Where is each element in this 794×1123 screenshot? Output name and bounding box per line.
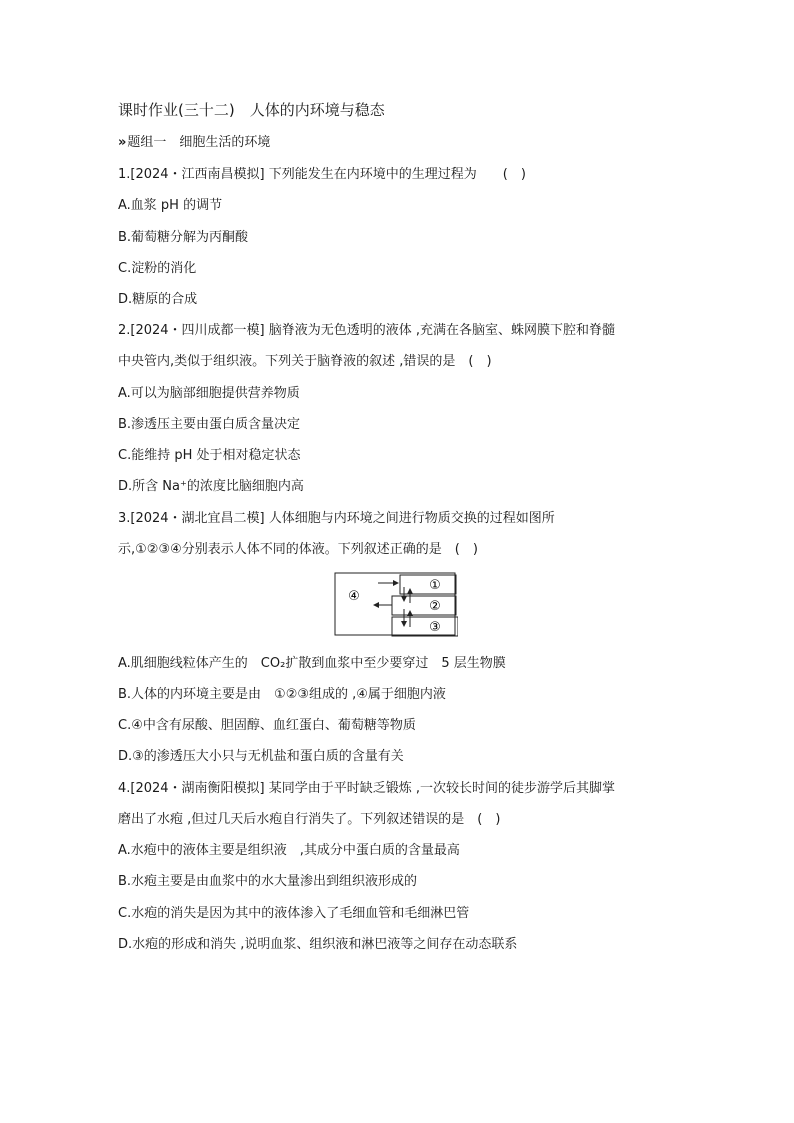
question-3-option-d: D.③的渗透压大小只与无机盐和蛋白质的含量有关 [118, 749, 404, 764]
compartment-1 [400, 575, 456, 594]
label-2: ② [429, 599, 441, 614]
question-1-stem: 1.[2024・江西南昌模拟] 下列能发生在内环境中的生理过程为 ( ) [118, 167, 526, 182]
question-1-option-a: A.血浆 pH 的调节 [118, 198, 223, 213]
group-marker-icon: » [118, 135, 124, 150]
compartment-2 [392, 596, 456, 615]
question-1-option-b: B.葡萄糖分解为丙酮酸 [118, 230, 249, 245]
compartment-3 [392, 617, 458, 636]
question-3-stem-line-1: 3.[2024・湖北宜昌二模] 人体细胞与内环境之间进行物质交换的过程如图所 [118, 511, 555, 526]
question-4-option-d: D.水疱的形成和消失 ,说明血浆、组织液和淋巴液等之间存在动态联系 [118, 937, 518, 952]
label-4: ④ [348, 589, 360, 604]
question-2-stem-line-2: 中央管内,类似于组织液。下列关于脑脊液的叙述 ,错误的是 ( ) [118, 354, 492, 369]
question-1-option-d: D.糖原的合成 [118, 292, 198, 307]
question-1-option-c: C.淀粉的消化 [118, 261, 197, 276]
question-3-option-a: A.肌细胞线粒体产生的 CO₂扩散到血浆中至少要穿过 5 层生物膜 [118, 656, 506, 671]
question-4-stem-line-1: 4.[2024・湖南衡阳模拟] 某同学由于平时缺乏锻炼 ,一次较长时间的徒步游学后其脚掌 [118, 781, 616, 796]
question-4-stem-line-2: 磨出了水疱 ,但过几天后水疱自行消失了。下列叙述错误的是 ( ) [118, 812, 501, 827]
page-title: 课时作业(三十二) 人体的内环境与稳态 [118, 101, 385, 119]
question-3-stem-line-2: 示,①②③④分别表示人体不同的体液。下列叙述正确的是 ( ) [118, 542, 478, 557]
question-3-option-c: C.④中含有尿酸、胆固醇、血红蛋白、葡萄糖等物质 [118, 718, 416, 733]
question-2-option-d: D.所含 Na⁺的浓度比脑细胞内高 [118, 479, 304, 494]
group-label: 题组一 细胞生活的环境 [127, 135, 271, 150]
question-4-option-b: B.水疱主要是由血浆中的水大量渗出到组织液形成的 [118, 874, 418, 889]
question-4-option-a: A.水疱中的液体主要是组织液 ,其成分中蛋白质的含量最高 [118, 843, 460, 858]
question-2-option-a: A.可以为脑部细胞提供营养物质 [118, 386, 300, 401]
question-2-option-b: B.渗透压主要由蛋白质含量决定 [118, 417, 301, 432]
label-1: ① [429, 578, 441, 593]
label-3: ③ [429, 620, 441, 635]
body-fluid-diagram [334, 572, 458, 638]
question-2-stem-line-1: 2.[2024・四川成都一模] 脑脊液为无色透明的液体 ,充满在各脑室、蛛网膜下腔和脊髓 [118, 323, 616, 338]
question-2-option-c: C.能维持 pH 处于相对稳定状态 [118, 448, 301, 463]
question-3-option-b: B.人体的内环境主要是由 ①②③组成的 ,④属于细胞内液 [118, 687, 446, 702]
question-4-option-c: C.水疱的消失是因为其中的液体渗入了毛细血管和毛细淋巴管 [118, 906, 470, 921]
group-heading [118, 135, 270, 151]
